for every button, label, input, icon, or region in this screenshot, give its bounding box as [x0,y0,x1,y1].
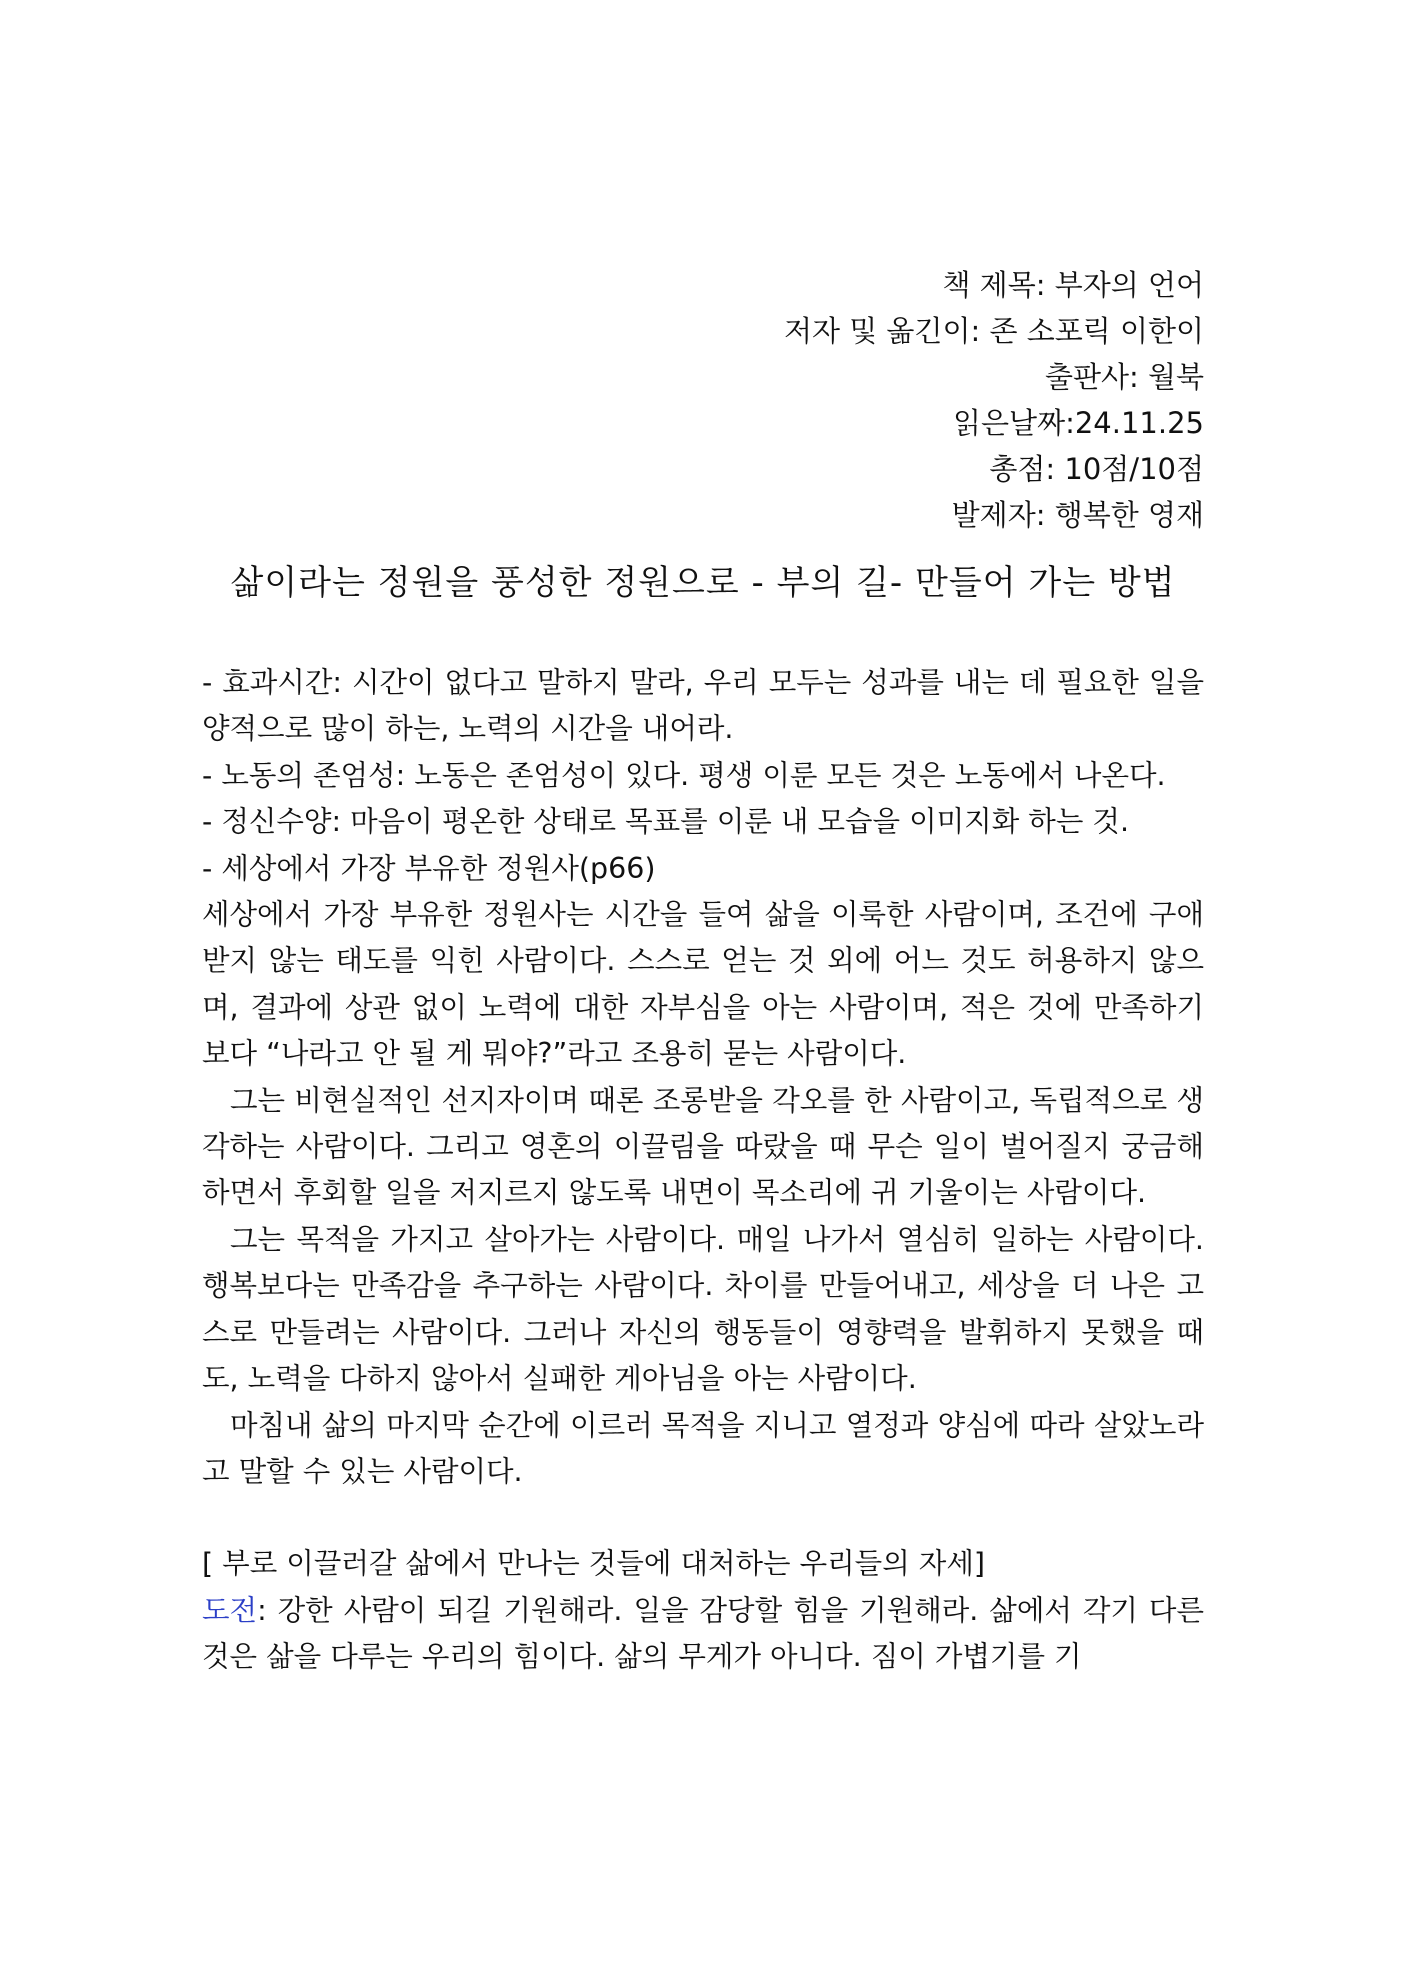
author-line: 저자 및 옮긴이: 존 소포릭 이한이 [783,314,1204,348]
document-page [202,262,1204,1681]
challenge-text: : 강한 사람이 되길 기원해라. 일을 감당할 힘을 기원해라. 삶에서 각기 다른 것은 삶을 다루는 우리의 힘이다. 삶의 무게가 아니다. 짐이 가볍기를 기 [202,1593,1204,1674]
publisher-line: 출판사: 월북 [1044,360,1204,394]
list-item: - 노동의 존엄성: 노동은 존엄성이 있다. 평생 이룬 모든 것은 노동에서 나온다. [202,758,1166,792]
score-line: 총점: 10점/10점 [989,452,1204,486]
book-title-line: 책 제목: 부자의 언어 [942,268,1204,302]
list-item: - 효과시간: 시간이 없다고 말하지 말라, 우리 모두는 성과를 내는 데 필요한 일을 양적으로 많이 하는, 노력의 시간을 내어라. [202,666,1204,746]
challenge-paragraph [202,1588,1204,1681]
section-heading: [ 부로 이끌러갈 삶에서 만나는 것들에 대처하는 우리들의 자세] [202,1547,985,1581]
body-paragraph: 그는 목적을 가지고 살아가는 사람이다. 매일 나가서 열심히 일하는 사람이다. 행복보다는 만족감을 추구하는 사람이다. 차이를 만들어내고, 세상을 더 나은 고스로 만들려는 사람이다. 그러나 자신의 행동들이 영향력을 발휘하지 못했을 때도, 노력을 다하지 않아서 실패한 게아님을 아는 사람이다. [202,1222,1204,1396]
body-paragraph: 그는 비현실적인 선지자이며 때론 조롱받을 각오를 한 사람이고, 독립적으로 생각하는 사람이다. 그리고 영혼의 이끌림을 따랐을 때 무슨 일이 벌어질지 궁금해하면서 후회할 일을 저지르지 않도록 내면이 목소리에 귀 기울이는 사람이다. [202,1083,1204,1210]
list-item: - 정신수양: 마음이 평온한 상태로 목표를 이룬 내 모습을 이미지화 하는 것. [202,805,1129,839]
book-info-block [202,262,1204,538]
body-paragraph: 세상에서 가장 부유한 정원사는 시간을 들여 삶을 이룩한 사람이며, 조건에 구애받지 않는 태도를 익힌 사람이다. 스스로 얻는 것 외에 어느 것도 허용하지 않으며, 결과에 상관 없이 노력에 대한 자부심을 아는 사람이며, 적은 것에 만족하기 보다 “나라고 안 될 게 뭐야?”라고 조용히 묻는 사람이다. [202,898,1204,1071]
document-body [202,660,1204,1681]
read-date-line: 읽은날짜:24.11.25 [953,406,1204,440]
paragraph-gap [202,1495,1204,1541]
presenter-line: 발제자: 행복한 영재 [951,498,1204,532]
body-paragraph: 마침내 삶의 마지막 순간에 이르러 목적을 지니고 열정과 양심에 따라 살았노라고 말할 수 있는 사람이다. [202,1408,1204,1488]
list-item: - 세상에서 가장 부유한 정원사(p66) [202,851,656,885]
challenge-keyword: 도전 [202,1593,258,1627]
document-title: 삶이라는 정원을 풍성한 정원으로 - 부의 길- 만들어 가는 방법 [230,563,1176,603]
